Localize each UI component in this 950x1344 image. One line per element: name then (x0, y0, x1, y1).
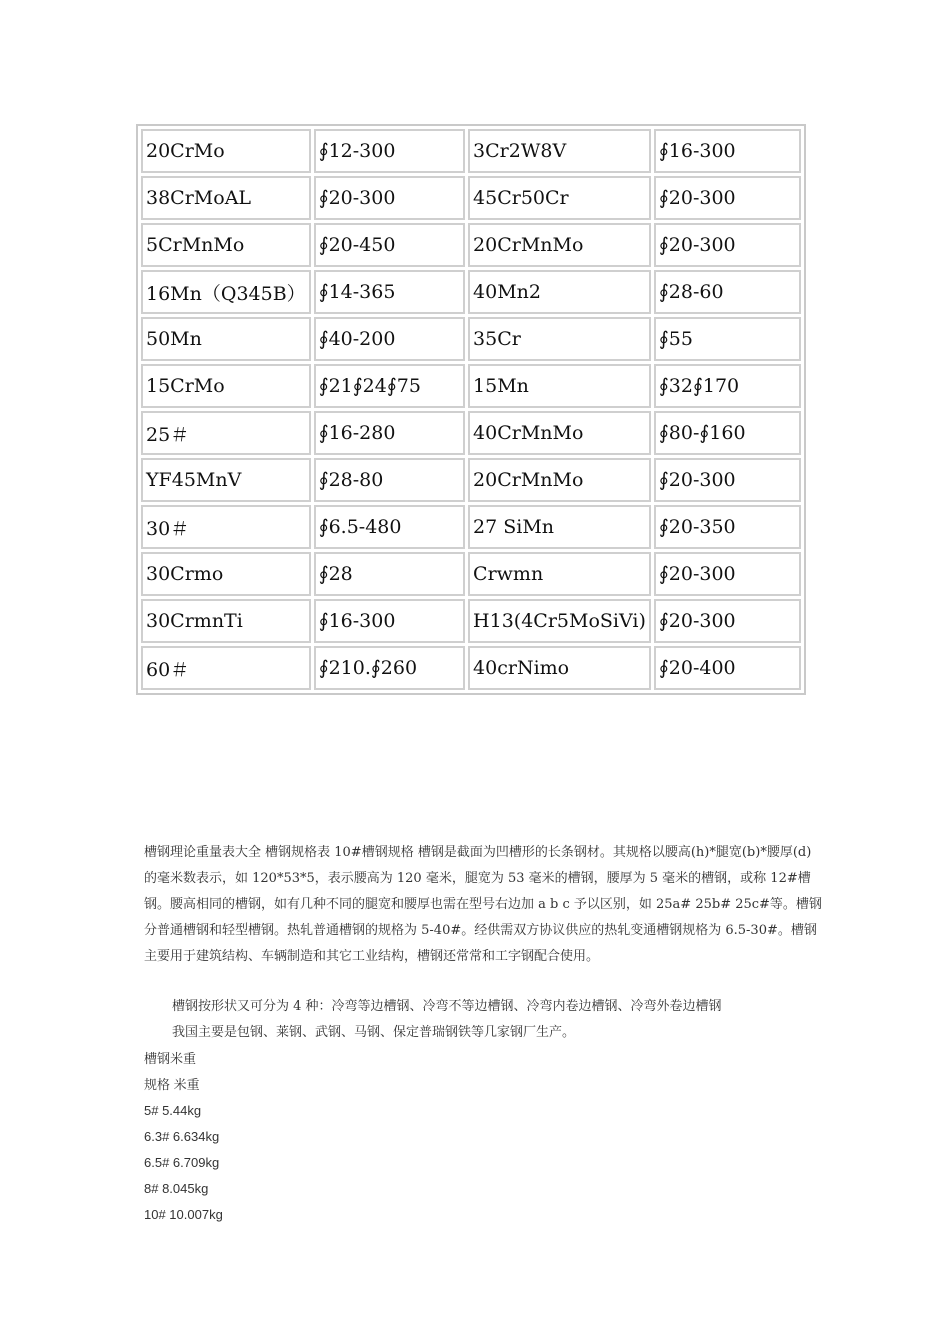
steel-grade-cell: 40crNimo (468, 646, 651, 690)
weight-line: 6.3# 6.634kg (144, 1129, 220, 1144)
diameter-range-cell: ∮20-300 (654, 223, 801, 267)
diameter-range-cell: ∮21∮24∮75 (314, 364, 465, 408)
steel-spec-table-body (141, 129, 801, 690)
steel-grade-cell: 40Mn2 (468, 270, 651, 314)
diameter-range-cell: ∮40-200 (314, 317, 465, 361)
diameter-range-cell: ∮210.∮260 (314, 646, 465, 690)
diameter-range-cell: ∮12-300 (314, 129, 465, 173)
diameter-range-cell: ∮16-280 (314, 411, 465, 455)
steel-grade-cell: 50Mn (141, 317, 311, 361)
steel-grade-cell: 20CrMo (141, 129, 311, 173)
steel-grade-cell: 15CrMo (141, 364, 311, 408)
diameter-range-cell: ∮20-300 (654, 599, 801, 643)
paragraph-spacer (144, 970, 824, 994)
table-row (141, 364, 801, 408)
steel-grade-cell: 5CrMnMo (141, 223, 311, 267)
diameter-range-cell: ∮55 (654, 317, 801, 361)
steel-grade-cell: 45Cr50Cr (468, 176, 651, 220)
steel-grade-cell: H13(4Cr5MoSiVi) (468, 599, 651, 643)
diameter-range-cell: ∮28-80 (314, 458, 465, 502)
steel-grade-cell: 25＃ (141, 411, 311, 455)
steel-grade-cell: 60＃ (141, 646, 311, 690)
diameter-range-cell: ∮16-300 (654, 129, 801, 173)
weight-line: 8# 8.045kg (144, 1181, 209, 1196)
diameter-range-cell: ∮28-60 (654, 270, 801, 314)
table-row (141, 552, 801, 596)
table-row (141, 176, 801, 220)
diameter-range-cell: ∮16-300 (314, 599, 465, 643)
steel-grade-cell: 27 SiMn (468, 505, 651, 549)
steel-grade-cell: 30Crmo (141, 552, 311, 596)
weight-line: 6.5# 6.709kg (144, 1155, 220, 1170)
steel-grade-cell: 38CrMoAL (141, 176, 311, 220)
article-body (144, 840, 824, 1228)
table-row (141, 223, 801, 267)
table-row (141, 317, 801, 361)
article-intro: 槽钢理论重量表大全 槽钢规格表 10#槽钢规格 槽钢是截面为凹槽形的长条钢材。其规格以腰高(h)*腿宽(b)*腰厚(d)的毫米数表示，如 120*53*5，表示腰高为 120 毫米，腿宽为 53 毫米的槽钢，腰厚为 5 毫米的槽钢，或称 12#槽钢。腰高相同的槽钢，如有几种不同的腿宽和腰厚也需在型号右边加 a b c 予以区别，如 25a# 25b# 25c#等。槽钢分普通槽钢和轻型槽钢。热轧普通槽钢的规格为 5-40#。经供需双方协议供应的热轧变通槽钢规格为 6.5-30#。槽钢主要用于建筑结构、车辆制造和其它工业结构，槽钢还常常和工字钢配合使用。 (144, 845, 822, 964)
steel-spec-table (136, 124, 806, 695)
steel-grade-cell: 15Mn (468, 364, 651, 408)
steel-grade-cell: 16Mn（Q345B） (141, 270, 311, 314)
diameter-range-cell: ∮14-365 (314, 270, 465, 314)
steel-grade-cell: 20CrMnMo (468, 458, 651, 502)
diameter-range-cell: ∮80-∮160 (654, 411, 801, 455)
table-row (141, 646, 801, 690)
diameter-range-cell: ∮6.5-480 (314, 505, 465, 549)
diameter-range-cell: ∮20-450 (314, 223, 465, 267)
table-row (141, 505, 801, 549)
steel-grade-cell: 40CrMnMo (468, 411, 651, 455)
steel-grade-cell: 35Cr (468, 317, 651, 361)
producers-line: 我国主要是包钢、莱钢、武钢、马钢、保定普瑞钢铁等几家钢厂生产。 (172, 1025, 576, 1040)
table-row (141, 458, 801, 502)
diameter-range-cell: ∮28 (314, 552, 465, 596)
steel-grade-cell: Crwmn (468, 552, 651, 596)
table-row (141, 411, 801, 455)
weight-line: 5# 5.44kg (144, 1103, 202, 1118)
steel-grade-cell: 30＃ (141, 505, 311, 549)
weight-list (144, 1098, 824, 1228)
diameter-range-cell: ∮20-350 (654, 505, 801, 549)
diameter-range-cell: ∮20-300 (314, 176, 465, 220)
table-row (141, 270, 801, 314)
diameter-range-cell: ∮32∮170 (654, 364, 801, 408)
diameter-range-cell: ∮20-300 (654, 458, 801, 502)
shape-types-line: 槽钢按形状又可分为 4 种：冷弯等边槽钢、冷弯不等边槽钢、冷弯内卷边槽钢、冷弯外卷边槽钢 (172, 999, 722, 1014)
table-row (141, 599, 801, 643)
steel-grade-cell: 3Cr2W8V (468, 129, 651, 173)
diameter-range-cell: ∮20-300 (654, 176, 801, 220)
steel-grade-cell: YF45MnV (141, 458, 311, 502)
diameter-range-cell: ∮20-400 (654, 646, 801, 690)
steel-grade-cell: 30CrmnTi (141, 599, 311, 643)
weight-section-header: 规格 米重 (144, 1077, 200, 1092)
diameter-range-cell: ∮20-300 (654, 552, 801, 596)
table-row (141, 129, 801, 173)
weight-line: 10# 10.007kg (144, 1207, 223, 1222)
weight-section-title: 槽钢米重 (144, 1051, 197, 1066)
steel-grade-cell: 20CrMnMo (468, 223, 651, 267)
